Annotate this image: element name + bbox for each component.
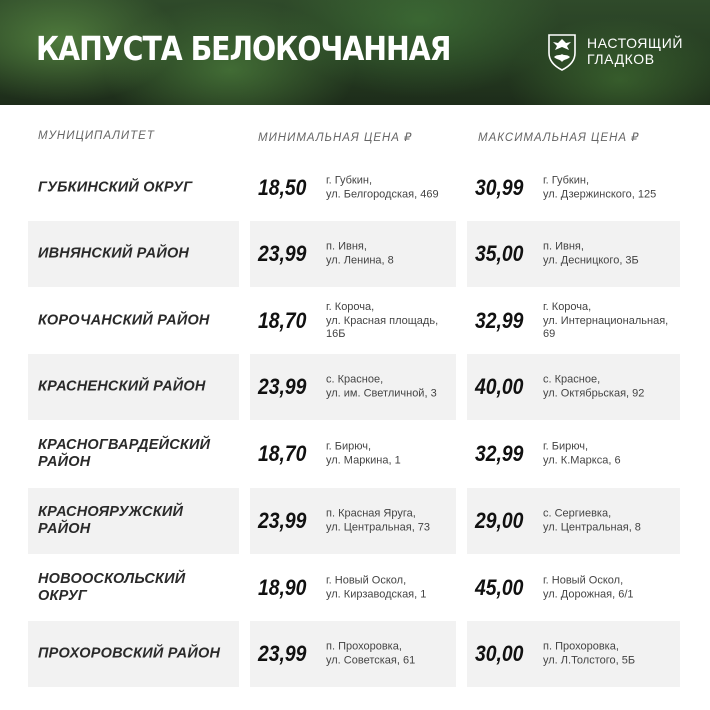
max-price-cell [467,354,680,420]
min-price-cell [250,155,456,221]
table-row [0,488,710,554]
max-price-cell [467,221,680,287]
min-price-address [326,641,466,668]
max-price-cell [467,621,680,687]
column-header-max-price: МАКСИМАЛЬНАЯ ЦЕНА ₽ [478,132,640,144]
address-line: ул. Десницкого, 3Б [543,254,639,266]
address-line: г. Новый Оскол, [543,574,624,587]
min-price-value: 23,99 [258,641,307,666]
municipality-cell [28,555,239,621]
table-row [0,155,710,221]
max-price-cell [467,288,680,354]
municipality-name: НОВООСКОЛЬСКИЙ ОКРУГ [38,571,186,604]
municipality-name: КОРОЧАНСКИЙ РАЙОН [38,312,210,329]
table-row [0,354,710,420]
max-price-address [543,441,683,468]
address-line: ул. Советская, 61 [326,654,416,666]
page-title: КАПУСТА БЕЛОКОЧАННАЯ [36,29,451,68]
max-price-address [543,301,683,342]
municipality-cell [28,288,239,354]
max-price-value: 29,00 [475,508,524,533]
municipality-cell [28,488,239,554]
address-line: ул. Дорожная, 6/1 [543,588,634,600]
municipality-name: ИВНЯНСКИЙ РАЙОН [38,245,190,262]
table-row [0,221,710,287]
municipality-cell [28,621,239,687]
address-line: 69 [543,327,556,340]
max-price-cell [467,155,680,221]
min-price-address [326,441,466,468]
max-price-value: 32,99 [475,308,524,333]
min-price-value: 18,50 [258,175,307,200]
min-price-value: 18,90 [258,575,307,600]
min-price-address [326,575,466,602]
table-row [0,421,710,487]
header-banner [0,0,710,105]
address-line: с. Красное, [543,373,601,386]
address-line: п. Прохоровка, [543,640,619,653]
address-line: г. Короча, [326,300,375,313]
max-price-cell [467,421,680,487]
min-price-cell [250,488,456,554]
max-price-address [543,641,683,668]
max-price-address [543,508,683,535]
address-line: ул. Белгородская, 469 [326,188,439,200]
min-price-value: 23,99 [258,508,307,533]
address-line: п. Красная Яруга, [326,507,416,520]
municipality-cell [28,221,239,287]
max-price-value: 32,99 [475,441,524,466]
max-price-value: 30,99 [475,175,524,200]
max-price-value: 40,00 [475,374,524,399]
municipality-name: ПРОХОРОВСКИЙ РАЙОН [38,645,221,662]
min-price-address [326,374,466,401]
max-price-address [543,241,683,268]
address-line: ул. Л.Толстого, 5Б [543,654,636,666]
min-price-cell [250,221,456,287]
address-line: г. Новый Оскол, [326,574,407,587]
address-line: п. Прохоровка, [326,640,402,653]
min-price-value: 23,99 [258,241,307,266]
min-price-address [326,508,466,535]
max-price-address [543,175,683,202]
municipality-cell [28,421,239,487]
address-line: с. Сергиевка, [543,507,612,520]
coat-of-arms-icon [547,33,577,71]
brand-name: НАСТОЯЩИЙ ГЛАДКОВ [587,35,684,67]
address-line: г. Губкин, [326,174,373,187]
address-line: ул. Ленина, 8 [326,254,394,266]
address-line: ул. Интернациональная, [543,314,669,327]
address-line: ул. Дзержинского, 125 [543,188,657,200]
brand [547,31,697,73]
min-price-cell [250,621,456,687]
municipality-name: ГУБКИНСКИЙ ОКРУГ [38,179,193,196]
min-price-value: 23,99 [258,374,307,399]
max-price-address [543,575,683,602]
address-line: с. Красное, [326,373,384,386]
municipality-name: КРАСНОГВАРДЕЙСКИЙ РАЙОН [38,437,211,470]
table-row [0,555,710,621]
municipality-cell [28,354,239,420]
min-price-address [326,175,466,202]
column-header-min-price: МИНИМАЛЬНАЯ ЦЕНА ₽ [258,132,413,144]
address-line: ул. Маркина, 1 [326,454,401,466]
address-line: г. Бирюч, [326,440,372,453]
address-line: г. Губкин, [543,174,590,187]
address-line: 16Б [326,327,346,340]
min-price-value: 18,70 [258,308,307,333]
min-price-cell [250,288,456,354]
address-line: п. Ивня, [543,240,584,253]
address-line: ул. Красная площадь, [326,314,439,327]
max-price-value: 45,00 [475,575,524,600]
table-row [0,621,710,687]
municipality-cell [28,155,239,221]
table-row [0,288,710,354]
max-price-value: 30,00 [475,641,524,666]
column-header-municipality: МУНИЦИПАЛИТЕТ [38,130,155,142]
address-line: ул. Центральная, 73 [326,521,431,533]
municipality-name: КРАСНОЯРУЖСКИЙ РАЙОН [38,504,184,537]
min-price-address [326,301,466,342]
min-price-cell [250,421,456,487]
municipality-name: КРАСНЕНСКИЙ РАЙОН [38,378,206,395]
address-line: г. Бирюч, [543,440,589,453]
address-line: ул. Октябрьская, 92 [543,387,645,399]
min-price-cell [250,555,456,621]
max-price-cell [467,488,680,554]
max-price-cell [467,555,680,621]
address-line: ул. Центральная, 8 [543,521,641,533]
max-price-value: 35,00 [475,241,524,266]
address-line: ул. им. Светличной, 3 [326,387,437,399]
address-line: ул. Кирзаводская, 1 [326,588,427,600]
min-price-cell [250,354,456,420]
address-line: ул. К.Маркса, 6 [543,454,621,466]
address-line: г. Короча, [543,300,592,313]
min-price-address [326,241,466,268]
min-price-value: 18,70 [258,441,307,466]
max-price-address [543,374,683,401]
address-line: п. Ивня, [326,240,367,253]
